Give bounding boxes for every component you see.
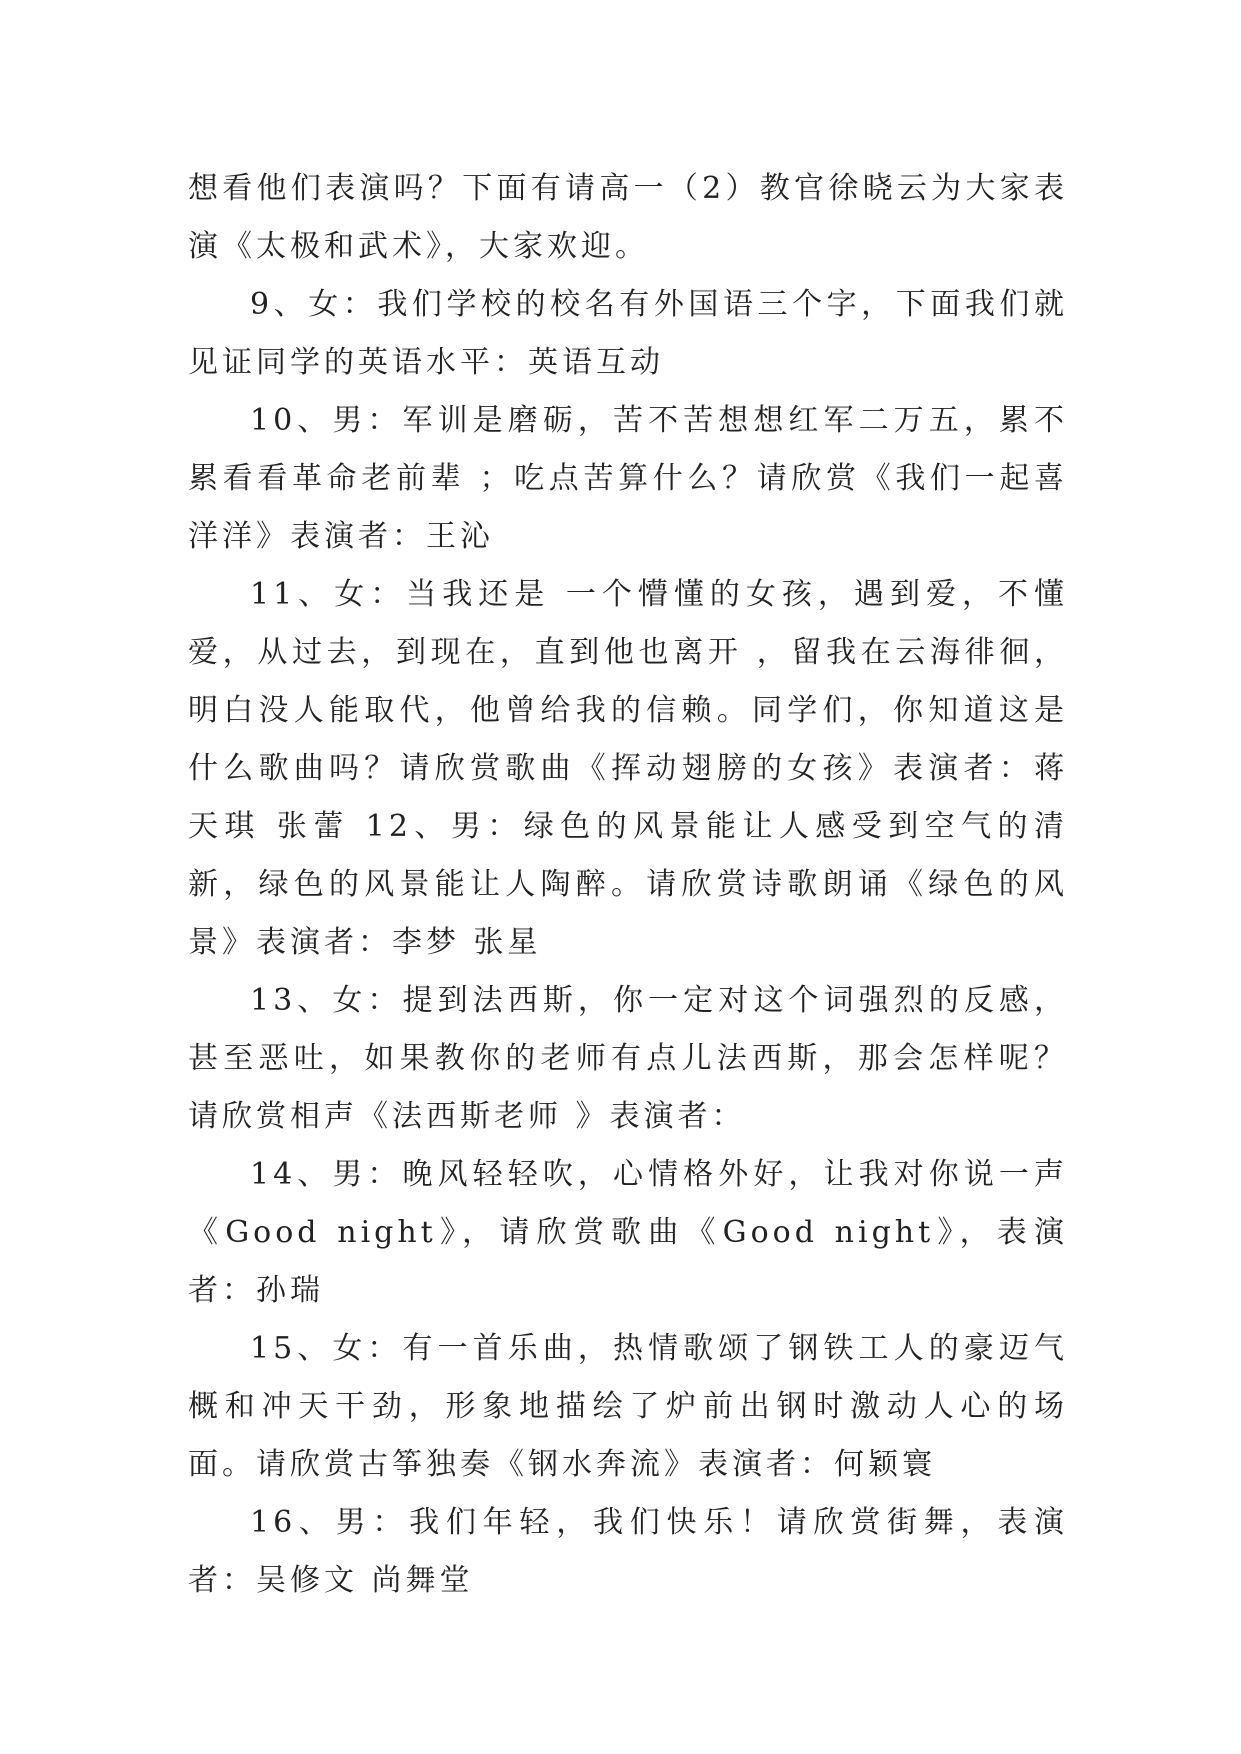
paragraph-item-11-12: 11、女：当我还是 一个懵懂的女孩，遇到爱，不懂爱，从过去，到现在，直到他也离开 ，留我在云海徘徊，明白没人能取代，他曾给我的信赖。同学们，你知道这是什么歌曲吗？请欣赏歌曲《挥动翅膀的女孩》表演者：蒋天琪 张蕾 12、男：绿色的风景能让人感受到空气的清新，绿色的风景能让人陶醉。请欣赏诗歌朗诵《绿色的风景》表演者：李梦 张星	[188, 577, 1068, 960]
paragraph-item-15: 15、女：有一首乐曲，热情歌颂了钢铁工人的豪迈气概和冲天干劲，形象地描绘了炉前出钢时激动人心的场面。请欣赏古筝独奏《钢水奔流》表演者：何颖寰	[188, 1331, 1068, 1482]
paragraph-item-9: 9、女：我们学校的校名有外国语三个字，下面我们就见证同学的英语水平：英语互动	[188, 287, 1068, 380]
paragraph-intro-continued: 想看他们表演吗？下面有请高一（2）教官徐晓云为大家表演《太极和武术》，大家欢迎。	[188, 171, 1068, 264]
document-body	[188, 160, 1068, 1610]
paragraph-item-14: 14、男：晚风轻轻吹，心情格外好，让我对你说一声《Good night》，请欣赏歌曲《Good night》，表演者：孙瑞	[188, 1157, 1068, 1308]
paragraph-item-10: 10、男：军训是磨砺，苦不苦想想红军二万五，累不累看看革命老前辈 ；吃点苦算什么？请欣赏《我们一起喜洋洋》表演者：王沁	[188, 403, 1068, 554]
paragraph-item-13: 13、女：提到法西斯，你一定对这个词强烈的反感，甚至恶吐，如果教你的老师有点儿法西斯，那会怎样呢？请欣赏相声《法西斯老师 》表演者：	[188, 983, 1068, 1134]
paragraph-item-16: 16、男：我们年轻，我们快乐！请欣赏街舞，表演者：吴修文 尚舞堂	[188, 1505, 1068, 1598]
